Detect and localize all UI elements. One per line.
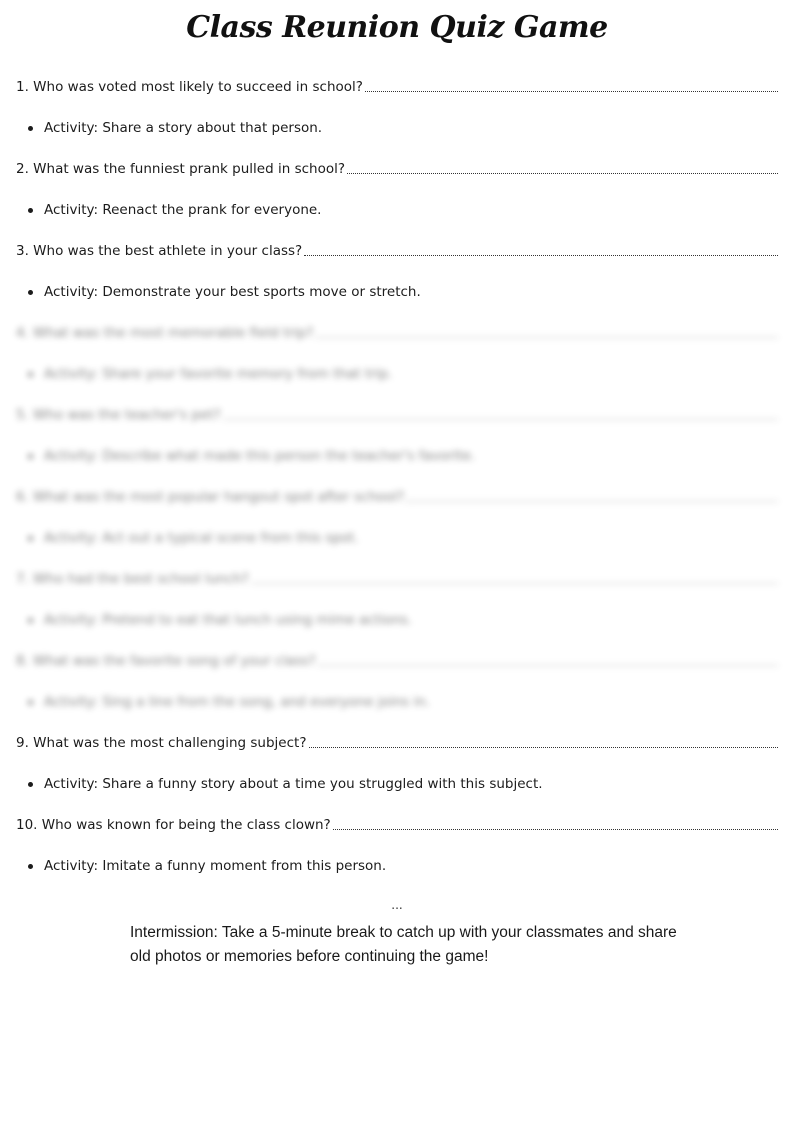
question-row — [16, 405, 778, 425]
answer-dotted-line — [365, 90, 778, 92]
question-text: 2. What was the funniest prank pulled in school? — [16, 161, 346, 177]
question-text: 5. Who was the teacher's pet? — [16, 407, 221, 423]
answer-dotted-line — [309, 746, 779, 748]
question-row — [16, 569, 778, 589]
question-text: 1. Who was voted most likely to succeed in school? — [16, 79, 363, 95]
question-row — [16, 815, 778, 835]
answer-dotted-line — [318, 664, 778, 666]
bullet-icon — [28, 700, 33, 705]
activity-row — [28, 856, 386, 876]
question-text: 3. Who was the best athlete in your class? — [16, 243, 303, 259]
bullet-icon — [28, 290, 33, 295]
quiz-item — [16, 152, 778, 234]
quiz-item-blurred — [16, 316, 778, 398]
activity-text: Activity: Demonstrate your best sports move or stretch. — [44, 284, 421, 300]
question-text: 6. What was the most popular hangout spot after school? — [16, 489, 405, 505]
answer-dotted-line — [304, 254, 778, 256]
quiz-item-blurred — [16, 398, 778, 480]
activity-text: Activity: Share a story about that person. — [44, 120, 323, 136]
question-text: 8. What was the favorite song of your class? — [16, 653, 316, 669]
bullet-icon — [28, 208, 33, 213]
answer-dotted-line — [315, 336, 778, 338]
question-text: 7. Who had the best school lunch? — [16, 571, 249, 587]
bullet-icon — [28, 864, 33, 869]
question-row — [16, 241, 778, 261]
activity-row — [28, 118, 322, 138]
activity-row — [28, 692, 430, 712]
quiz-list — [16, 70, 778, 890]
bullet-icon — [28, 618, 33, 623]
page-title: Class Reunion Quiz Game — [186, 10, 608, 45]
ellipsis: ... — [391, 898, 403, 912]
bullet-icon — [28, 536, 33, 541]
question-text: 9. What was the most challenging subject? — [16, 735, 307, 751]
answer-dotted-line — [347, 172, 778, 174]
activity-row — [28, 446, 475, 466]
bullet-icon — [28, 782, 33, 787]
activity-text: Activity: Imitate a funny moment from this person. — [44, 858, 387, 874]
activity-text: Activity: Act out a typical scene from this spot. — [44, 530, 359, 546]
activity-text: Activity: Reenact the prank for everyone. — [44, 202, 322, 218]
question-text: 10. Who was known for being the class clown? — [16, 817, 331, 833]
quiz-item — [16, 726, 778, 808]
answer-dotted-line — [223, 418, 778, 420]
answer-dotted-line — [406, 500, 778, 502]
quiz-item — [16, 234, 778, 316]
activity-row — [28, 282, 421, 302]
quiz-item — [16, 808, 778, 890]
question-row — [16, 77, 778, 97]
activity-text: Activity: Pretend to eat that lunch using mime actions. — [44, 612, 412, 628]
bullet-icon — [28, 454, 33, 459]
question-row — [16, 651, 778, 671]
question-row — [16, 323, 778, 343]
activity-row — [28, 528, 359, 548]
quiz-item-blurred — [16, 480, 778, 562]
bullet-icon — [28, 126, 33, 131]
activity-row — [28, 364, 392, 384]
quiz-item-blurred — [16, 644, 778, 726]
question-row — [16, 159, 778, 179]
activity-row — [28, 774, 543, 794]
activity-text: Activity: Sing a line from the song, and everyone joins in. — [44, 694, 430, 710]
answer-dotted-line — [333, 828, 778, 830]
quiz-item-blurred — [16, 562, 778, 644]
activity-text: Activity: Share your favorite memory from that trip. — [44, 366, 393, 382]
activity-text: Activity: Describe what made this person the teacher's favorite. — [44, 448, 476, 464]
answer-dotted-line — [251, 582, 778, 584]
question-row — [16, 733, 778, 753]
question-row — [16, 487, 778, 507]
question-text: 4. What was the most memorable field trip? — [16, 325, 314, 341]
intermission-note: Intermission: Take a 5-minute break to catch up with your classmates and share old photos or memories before continuing the game! — [130, 924, 677, 965]
activity-text: Activity: Share a funny story about a time you struggled with this subject. — [44, 776, 543, 792]
activity-row — [28, 610, 412, 630]
activity-row — [28, 200, 321, 220]
quiz-item — [16, 70, 778, 152]
bullet-icon — [28, 372, 33, 377]
